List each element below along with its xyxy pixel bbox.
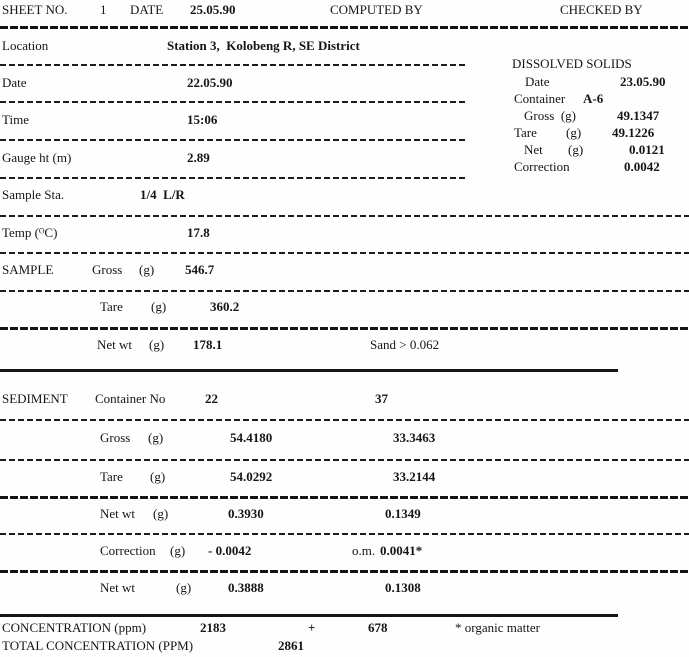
divider-section-solid bbox=[0, 369, 618, 372]
sample-gross-unit: (g) bbox=[139, 262, 155, 277]
divider-sediment-correction bbox=[0, 570, 689, 573]
ds-net-label: Net bbox=[524, 142, 543, 157]
sample-tare-value: 360.2 bbox=[210, 299, 240, 314]
sample-sta-label: Sample Sta. bbox=[2, 187, 65, 202]
divider-sediment-container bbox=[0, 419, 689, 421]
divider-sediment-tare bbox=[0, 496, 689, 499]
sediment-gross-1: 54.4180 bbox=[230, 430, 273, 445]
concentration-value-2: 678 bbox=[368, 620, 388, 635]
gauge-ht-label: Gauge ht (m) bbox=[2, 150, 72, 165]
sediment-tare-1: 54.0292 bbox=[230, 469, 273, 484]
sample-net-unit: (g) bbox=[149, 337, 165, 352]
header-date-value: 25.05.90 bbox=[190, 2, 236, 17]
total-concentration-value: 2861 bbox=[278, 638, 304, 653]
location-label: Location bbox=[2, 38, 49, 53]
ds-net-value: 0.0121 bbox=[629, 142, 665, 157]
total-concentration-label: TOTAL CONCENTRATION (PPM) bbox=[2, 638, 194, 653]
divider-sediment-gross bbox=[0, 459, 689, 461]
sediment-correction-2: 0.0041* bbox=[380, 543, 423, 558]
sample-net-value: 178.1 bbox=[193, 337, 223, 352]
sample-section-label: SAMPLE bbox=[2, 262, 54, 277]
location-value: Station 3, Kolobeng R, SE District bbox=[167, 38, 360, 53]
ds-date-value: 23.05.90 bbox=[620, 74, 666, 89]
header-date-label: DATE bbox=[130, 2, 164, 17]
divider-sample-sta bbox=[0, 215, 689, 217]
divider-sediment-net bbox=[0, 533, 689, 535]
time-value: 15:06 bbox=[187, 112, 218, 127]
sample-tare-label: Tare bbox=[100, 299, 123, 314]
ds-container-label: Container bbox=[514, 91, 566, 106]
divider-header bbox=[0, 26, 689, 29]
divider-totals-solid bbox=[0, 614, 618, 617]
sample-tare-unit: (g) bbox=[151, 299, 167, 314]
gauge-ht-value: 2.89 bbox=[187, 150, 210, 165]
sample-gross-label: Gross bbox=[92, 262, 123, 277]
sheet-no-label: SHEET NO. bbox=[2, 2, 68, 17]
sediment-gross-label: Gross bbox=[100, 430, 131, 445]
divider-location bbox=[0, 64, 467, 66]
sediment-net-2: 0.1349 bbox=[385, 506, 421, 521]
concentration-label: CONCENTRATION (ppm) bbox=[2, 620, 147, 635]
divider-date bbox=[0, 101, 467, 103]
sediment-section-label: SEDIMENT bbox=[2, 391, 68, 406]
organic-matter-footnote: * organic matter bbox=[455, 620, 540, 635]
sample-net-label: Net wt bbox=[97, 337, 133, 352]
sediment-gross-unit: (g) bbox=[148, 430, 164, 445]
sediment-net-label: Net wt bbox=[100, 506, 136, 521]
sand-note: Sand > 0.062 bbox=[370, 337, 440, 352]
divider-time bbox=[0, 139, 467, 141]
ds-tare-value: 49.1226 bbox=[612, 125, 655, 140]
sediment-net-final-label: Net wt bbox=[100, 580, 136, 595]
sample-gross-value: 546.7 bbox=[185, 262, 215, 277]
divider-sample-tare bbox=[0, 327, 689, 330]
sediment-tare-unit: (g) bbox=[150, 469, 166, 484]
sediment-net-unit: (g) bbox=[153, 506, 169, 521]
concentration-value-1: 2183 bbox=[200, 620, 226, 635]
plus-sign: + bbox=[308, 620, 316, 635]
checked-by-label: CHECKED BY bbox=[560, 2, 643, 17]
sediment-net-final-1: 0.3888 bbox=[228, 580, 264, 595]
divider-sample-gross bbox=[0, 290, 689, 292]
sediment-correction-label: Correction bbox=[100, 543, 156, 558]
divider-temp bbox=[0, 252, 689, 254]
sediment-tare-label: Tare bbox=[100, 469, 123, 484]
ds-container-value: A-6 bbox=[583, 91, 604, 106]
ds-correction-value: 0.0042 bbox=[624, 159, 660, 174]
ds-gross-label: Gross (g) bbox=[524, 108, 576, 123]
sediment-correction-unit: (g) bbox=[170, 543, 186, 558]
ds-net-unit: (g) bbox=[568, 142, 584, 157]
sediment-container-2: 37 bbox=[375, 391, 388, 406]
sediment-correction-1: - 0.0042 bbox=[208, 543, 252, 558]
ds-tare-unit: (g) bbox=[566, 125, 582, 140]
dissolved-solids-title: DISSOLVED SOLIDS bbox=[512, 56, 632, 71]
organic-matter-abbrev: o.m. bbox=[352, 543, 376, 558]
sediment-tare-2: 33.2144 bbox=[393, 469, 436, 484]
time-label: Time bbox=[2, 112, 29, 127]
divider-gauge bbox=[0, 177, 467, 179]
temp-value: 17.8 bbox=[187, 225, 210, 240]
sediment-container-1: 22 bbox=[205, 391, 218, 406]
ds-tare-label: Tare bbox=[514, 125, 537, 140]
sediment-net-final-unit: (g) bbox=[176, 580, 192, 595]
sediment-container-label: Container No bbox=[95, 391, 166, 406]
ds-date-label: Date bbox=[525, 74, 550, 89]
computed-by-label: COMPUTED BY bbox=[330, 2, 423, 17]
sediment-gross-2: 33.3463 bbox=[393, 430, 436, 445]
sediment-net-1: 0.3930 bbox=[228, 506, 264, 521]
sheet-no-value: 1 bbox=[100, 2, 107, 17]
date-value: 22.05.90 bbox=[187, 75, 233, 90]
temp-label: Temp (ᴼC) bbox=[2, 225, 58, 240]
ds-correction-label: Correction bbox=[514, 159, 570, 174]
sediment-net-final-2: 0.1308 bbox=[385, 580, 421, 595]
ds-gross-value: 49.1347 bbox=[617, 108, 660, 123]
date-label: Date bbox=[2, 75, 27, 90]
sample-sta-value: 1/4 L/R bbox=[140, 187, 185, 202]
